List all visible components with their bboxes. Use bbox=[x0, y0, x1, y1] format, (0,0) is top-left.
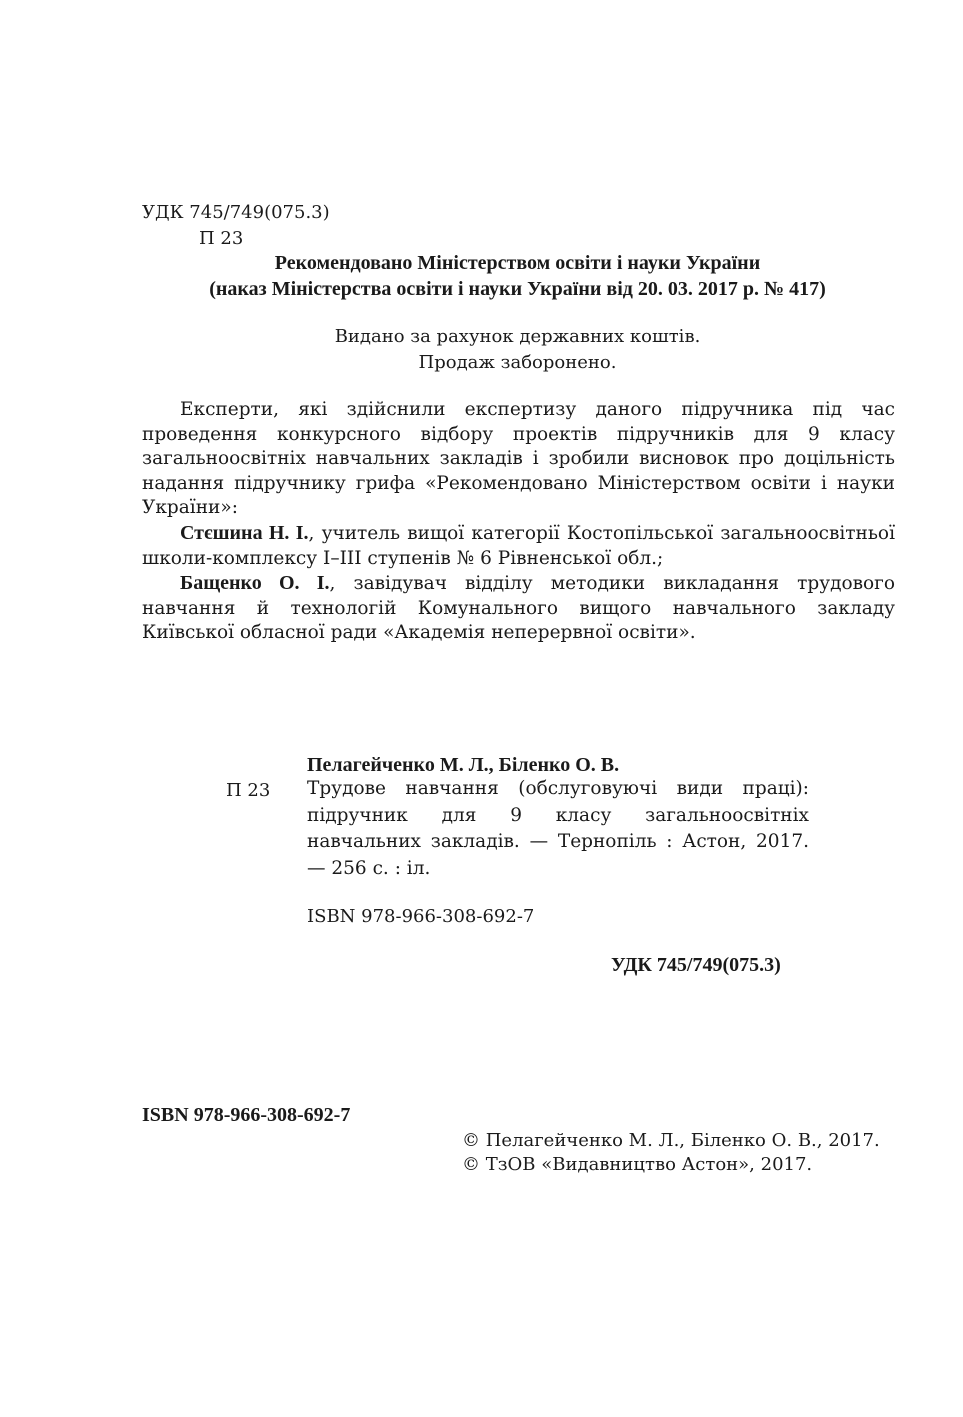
author-index-top: П 23 bbox=[199, 228, 244, 249]
recommendation-title: Рекомендовано Міністерством освіти і науки України bbox=[274, 252, 761, 274]
copyright-authors: © Пелагейченко М. Л., Біленко О. В., 2017. bbox=[462, 1130, 880, 1151]
expert-1-name: Стєшина Н. І. bbox=[180, 521, 309, 544]
experts-intro: Експерти, які здійснили експертизу даного підручника під час проведення конкурсного відбору проектів підручників для 9 класу загальноосвітніх навчальних закладів і зробили висновок про доцільність надання підручнику грифа «Рекомендовано Міністерством освіти і науки України»: bbox=[142, 399, 895, 519]
expert-1-description: , учитель вищої категорії Костопільської загальноосвітньої школи-комплексу І–ІІІ ступенів № 6 Рівненської обл.; bbox=[142, 522, 895, 569]
catalog-card-isbn: ISBN 978-966-308-692-7 bbox=[307, 906, 535, 927]
catalog-card-description: Трудове навчання (обслуговуючі види праці): підручник для 9 класу загальноосвітніх навчальних закладів. — Тернопіль : Астон, 2017. — 256 с. : іл. bbox=[307, 778, 809, 879]
udk-code-top: УДК 745/749(075.3) bbox=[142, 202, 330, 223]
sale-prohibited-note: Продаж заборонено. bbox=[418, 352, 617, 373]
expert-2 bbox=[142, 571, 895, 646]
expert-2-name: Бащенко О. І. bbox=[180, 572, 330, 595]
catalog-card-authors: Пелагейченко М. Л., Біленко О. В. bbox=[307, 754, 620, 776]
experts-section bbox=[142, 398, 895, 646]
expert-1 bbox=[142, 521, 895, 571]
ministry-order: (наказ Міністерства освіти і науки України від 20. 03. 2017 р. № 417) bbox=[209, 278, 826, 300]
funding-note: Видано за рахунок державних коштів. bbox=[334, 326, 701, 347]
isbn-main: ISBN 978-966-308-692-7 bbox=[142, 1104, 351, 1126]
catalog-card-udk: УДК 745/749(075.3) bbox=[611, 954, 781, 976]
catalog-card-index: П 23 bbox=[226, 780, 271, 801]
expert-2-description: , завідувач відділу методики викладання трудового навчання й технологій Комунального вищого навчального закладу Київської обласної ради «Академія неперервної освіти». bbox=[142, 573, 896, 644]
copyright-publisher: © ТзОВ «Видавництво Астон», 2017. bbox=[462, 1154, 813, 1175]
